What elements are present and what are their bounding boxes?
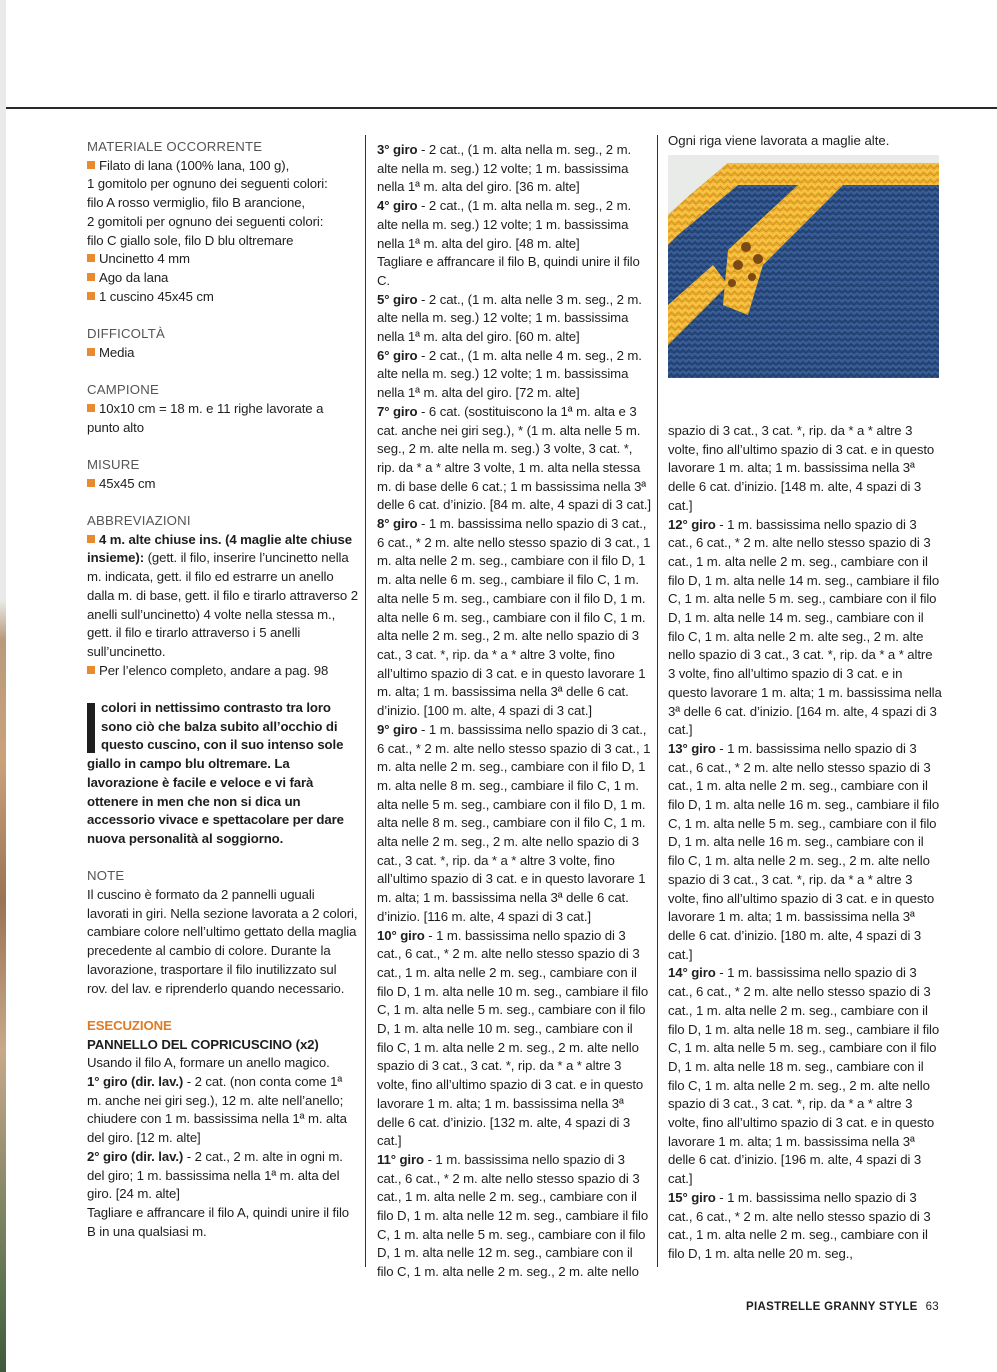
column-3 (668, 422, 942, 1264)
misure-item: 45x45 cm (87, 475, 359, 494)
giro-11-cont: spazio di 3 cat., 3 cat. *, rip. da * a * altre 3 volte, fino all’ultimo spazio di 3 cat. e in questo lavorare 1 m. alta; 1 m. bassissima nella 3ª delle 6 cat. d’inizio. [148 m. alte, 4 spazi di 3 cat.] (668, 423, 935, 513)
giro-14: 14° giro - 1 m. bassissima nello spazio di 3 cat., 6 cat., * 2 m. alte nello stesso spazio di 3 cat., 1 m. alta nelle 2 m. seg., cambiare con il filo D, 1 m. alta nelle 18 m. seg., cambiare il filo C, 1 m. alta nelle 5 m. seg., cambiare con il filo D, 1 m. alta nelle 18 m. seg., cambiare con il filo C, 1 m. alta nelle 2 m. seg., 2 m. alte nello spazio di 3 cat., 3 cat. *, rip. da * a * altre 3 volte, fino all’ultimo spazio di 3 cat. e in questo lavorare 1 m. alta; 1 m. bassissima nella 3ª delle 6 cat. d’inizio. [196 m. alte, 4 spazi di 3 cat.] (668, 965, 940, 1187)
giro-5: 5° giro - 2 cat., (1 m. alta nelle 3 m. seg., 2 m. alte nella m. seg.) 12 volte; 1 m. bassissima nella 1ª m. alta del giro. [60 m. alte] (377, 291, 642, 345)
note-text: Il cuscino è formato da 2 pannelli uguali lavorati in giri. Nella sezione lavorata a 2 colori, cambiare colore nell’ultimo gettato della maglia precedente al cambio di colore. Durante la lavorazione, trasportare il filo inutilizzato sul rov. del lav. e riprenderlo quando necessario. (87, 887, 358, 996)
giro-7: 7° giro - 6 cat. (sostituiscono la 1ª m. alta e 3 cat. anche nei giri seg.), * (1 m. alta nelle 5 m. seg., 2 m. alte nella m. seg.) 3 volte, 3 cat. *, rip. da * a * altre 3 volte, 1 m. alta nella stessa m. di base delle 6 cat.; 1 m bassissima nella 3ª delle 6 cat. d’inizio. [84 m. alte, 4 spazi di 3 cat.] (377, 403, 651, 513)
misure-heading: MISURE (87, 456, 140, 472)
giro-15: 15° giro - 1 m. bassissima nello spazio di 3 cat., 6 cat., * 2 m. alte nello stesso spazio di 3 cat., 1 m. alta nelle 2 m. seg., cambiare con il filo D, 1 m. alta nelle 20 m. seg., (668, 1189, 931, 1261)
column-divider-2 (657, 135, 658, 1267)
materiale-item: Filato di lana (100% lana, 100 g), (87, 157, 359, 176)
materiale-item: 2 gomitoli per ognuno dei seguenti colori: (87, 213, 324, 229)
materiale-item: filo C giallo sole, filo D blu oltremare (87, 232, 294, 248)
column-1 (87, 138, 359, 1241)
difficolta-heading: DIFFICOLTÀ (87, 326, 165, 342)
giro-8: 8° giro - 1 m. bassissima nello spazio di 3 cat., 6 cat., * 2 m. alte nello stesso spazio di 3 cat., 1 m. alta nelle 2 m. seg., cambiare con il filo D, 1 m. alta nelle 6 m. seg., cambiare il filo C, 1 m. alta nelle 5 m. seg., cambiare con il filo D, 1 m. alta nelle 6 m. seg., cambiare con il filo C, 1 m. alta nelle 2 m. seg., 2 m. alte nello spazio di 3 cat., 3 cat. *, rip. da * a * altre 3 volte, fino all’ultimo spazio di 3 cat. e in questo lavorare 1 m. alta; 1 m. bassissima nella 3ª delle 6 cat. d’inizio. [100 m. alte, 4 spazi di 3 cat.] (377, 516, 651, 719)
column-divider-1 (365, 135, 366, 1267)
bullet-square-icon (87, 161, 95, 169)
bullet-square-icon (87, 404, 95, 412)
difficolta-item: Media (87, 344, 359, 363)
esecuzione-heading: ESECUZIONE (87, 1017, 172, 1033)
bullet-square-icon (87, 292, 95, 300)
page-footer (746, 1301, 939, 1313)
page-edge-strip (0, 0, 6, 1372)
materiale-item: filo A rosso vermiglio, filo B arancione, (87, 195, 305, 211)
materiale-heading: MATERIALE OCCORRENTE (87, 139, 263, 154)
materiale-item: 1 gomitolo per ognuno dei seguenti colori: (87, 176, 328, 192)
giro-4: 4° giro - 2 cat., (1 m. alta nella m. seg., 2 m. alte nella m. seg.) 12 volte; 1 m. bassissima nella 1ª m. alta del giro. [48 m. alte] (377, 198, 632, 251)
materiale-item: Uncinetto 4 mm (87, 250, 359, 269)
column-2 (377, 141, 651, 1282)
abbreviazioni-heading: ABBREVIAZIONI (87, 513, 191, 528)
intro-paragraph: colori in nettissimo contrasto tra loro sono ciò che balza subito all’occhio di questo cuscino, con il suo intenso sole giallo in campo blu oltremare. La lavorazione è facile e veloce e vi farà ottenere in men che non si dica un accessorio vivace e spettacolare per dare nuova personalità al soggiorno. (87, 700, 344, 846)
bullet-square-icon (87, 273, 95, 281)
giro-12: 12° giro - 1 m. bassissima nello spazio di 3 cat., 6 cat., * 2 m. alte nello stesso spazio di 3 cat., 1 m. alta nelle 2 m. seg., cambiare con il filo D, 1 m. alta nelle 14 m. seg., cambiare il filo C, 1 m. alta nelle 5 m. seg., cambiare con il filo D, 1 m. alta nelle 14 m. seg., cambiare con il filo C, 1 m. alta nelle 2 m. alte seg., 2 m. alte nello spazio di 3 cat., 3 cat. *, rip. da * a * altre 3 volte, fino all’ultimo spazio di 3 cat. e in questo lavorare 1 m. alta; 1 m. bassissima nella 3ª delle 6 cat. d’inizio. [164 m. alte, 4 spazi di 3 cat.] (668, 516, 942, 738)
bullet-square-icon (87, 254, 95, 262)
crochet-photo-illustration (668, 155, 939, 378)
abbreviazioni-more: Per l’elenco completo, andare a pag. 98 (87, 662, 359, 681)
photo-caption: Ogni riga viene lavorata a maglie alte. (668, 133, 890, 148)
bullet-square-icon (87, 348, 95, 356)
footer-brand: PIASTRELLE GRANNY STYLE (746, 1301, 918, 1313)
giro-13: 13° giro - 1 m. bassissima nello spazio di 3 cat., 6 cat., * 2 m. alte nello stesso spazio di 3 cat., 1 m. alta nelle 2 m. seg., cambiare con il filo D, 1 m. alta nelle 16 m. seg., cambiare il filo C, 1 m. alta nelle 5 m. seg., cambiare con il filo D, 1 m. alta nelle 16 m. seg., cambiare con il filo C, 1 m. alta nelle 2 m. seg., 2 m. alte nello spazio di 3 cat., 3 cat. *, rip. da * a * altre 3 volte, fino all’ultimo spazio di 3 cat. e in questo lavorare 1 m. alta; 1 m. bassissima nella 3ª delle 6 cat. d’inizio. [180 m. alte, 4 spazi di 3 cat.] (668, 740, 940, 962)
giro-11: 11° giro - 1 m. bassissima nello spazio di 3 cat., 6 cat., * 2 m. alte nello stesso spazio di 3 cat., 1 m. alta nelle 2 m. seg., cambiare con il filo D, 1 m. alta nelle 12 m. seg., cambiare il filo C, 1 m. alta nelle 5 m. seg., cambiare con il filo D, 1 m. alta nelle 12 m. seg., cambiare con il filo C, 1 m. alta nelle 2 m. seg., 2 m. alte nello (377, 1151, 649, 1280)
giro-2: 2° giro (dir. lav.) - 2 cat., 2 m. alte in ogni m. del giro; 1 m. bassissima nella 1ª m. alta del giro. [24 m. alte] (87, 1148, 343, 1202)
giro-10: 10° giro - 1 m. bassissima nello spazio di 3 cat., 6 cat., * 2 m. alte nello stesso spazio di 3 cat., 1 m. alta nelle 2 m. seg., cambiare con il filo D, 1 m. alta nelle 10 m. seg., cambiare il filo C, 1 m. alta nelle 5 m. seg., cambiare con il filo D, 1 m. alta nelle 10 m. seg., cambiare con il filo C, 1 m. alta nelle 2 m. seg., 2 m. alte nello spazio di 3 cat., 3 cat. *, rip. da * a * altre 3 volte, fino all’ultimo spazio di 3 cat. e in questo lavorare 1 m. alta; 1 m. bassissima nella 3ª delle 6 cat. d’inizio. [132 m. alte, 4 spazi di 3 cat.] (377, 927, 649, 1149)
bullet-square-icon (87, 666, 95, 674)
bullet-square-icon (87, 479, 95, 487)
campione-item: 10x10 cm = 18 m. e 11 righe lavorate a punto alto (87, 400, 324, 435)
materiale-item: Ago da lana (87, 269, 359, 288)
pannello-heading: PANNELLO DEL COPRICUSCINO (x2) (87, 1036, 319, 1052)
giro-6: 6° giro - 2 cat., (1 m. alta nelle 4 m. seg., 2 m. alte nella m. seg.) 12 volte; 1 m. bassissima nella 1ª m. alta del giro. [72 m. alte] (377, 347, 642, 401)
crochet-photo (668, 155, 939, 378)
note-heading: NOTE (87, 868, 125, 884)
bullet-square-icon (87, 535, 95, 543)
materiale-list (87, 157, 359, 307)
drop-cap-i (87, 703, 95, 753)
cut-text: Tagliare e affrancare il filo B, quindi unire il filo C. (377, 254, 640, 288)
top-rule (6, 107, 997, 109)
start-text: Usando il filo A, formare un anello magico. (87, 1055, 330, 1071)
page-number: 63 (925, 1301, 939, 1313)
materiale-item: 1 cuscino 45x45 cm (87, 288, 359, 307)
end-text: Tagliare e affrancare il filo A, quindi unire il filo B in una qualsiasi m. (87, 1204, 350, 1239)
giro-9: 9° giro - 1 m. bassissima nello spazio di 3 cat., 6 cat., * 2 m. alte nello stesso spazio di 3 cat., 1 m. alta nelle 2 m. seg., cambiare con il filo D, 1 m. alta nelle 8 m. seg., cambiare il filo C, 1 m. alta nelle 5 m. seg., cambiare con il filo D, 1 m. alta nelle 8 m. seg., cambiare con il filo C, 1 m. alta nelle 2 m. seg., 2 m. alte nello spazio di 3 cat., 3 cat. *, rip. da * a * altre 3 volte, fino all’ultimo spazio di 3 cat. e in questo lavorare 1 m. alta; 1 m. bassissima nella 3ª delle 6 cat. d’inizio. [116 m. alte, 4 spazi di 3 cat.] (377, 721, 651, 924)
abbreviazioni-item: 4 m. alte chiuse ins. (4 maglie alte chiuse insieme): (gett. il filo, inserire l’uncinetto nella m. indicata, gett. il filo ed estrarre un anello dalla m. di base, gett. il filo e tirarlo attraverso 2 anelli sull’uncinetto) 4 volte nella stessa m., gett. il filo e tirarlo attraverso i 5 anelli sull’uncinetto. (87, 531, 358, 659)
campione-heading: CAMPIONE (87, 382, 159, 398)
giro-1: 1° giro (dir. lav.) - 2 cat. (non conta come 1ª m. anche nei giri seg.), 12 m. alte nell’anello; chiudere con 1 m. bassissima nella 1ª m. alta del giro. [12 m. alte] (87, 1074, 347, 1146)
giro-3: 3° giro - 2 cat., (1 m. alta nella m. seg., 2 m. alte nella m. seg.) 12 volte; 1 m. bassissima nella 1ª m. alta del giro. [36 m. alte] (377, 142, 632, 195)
